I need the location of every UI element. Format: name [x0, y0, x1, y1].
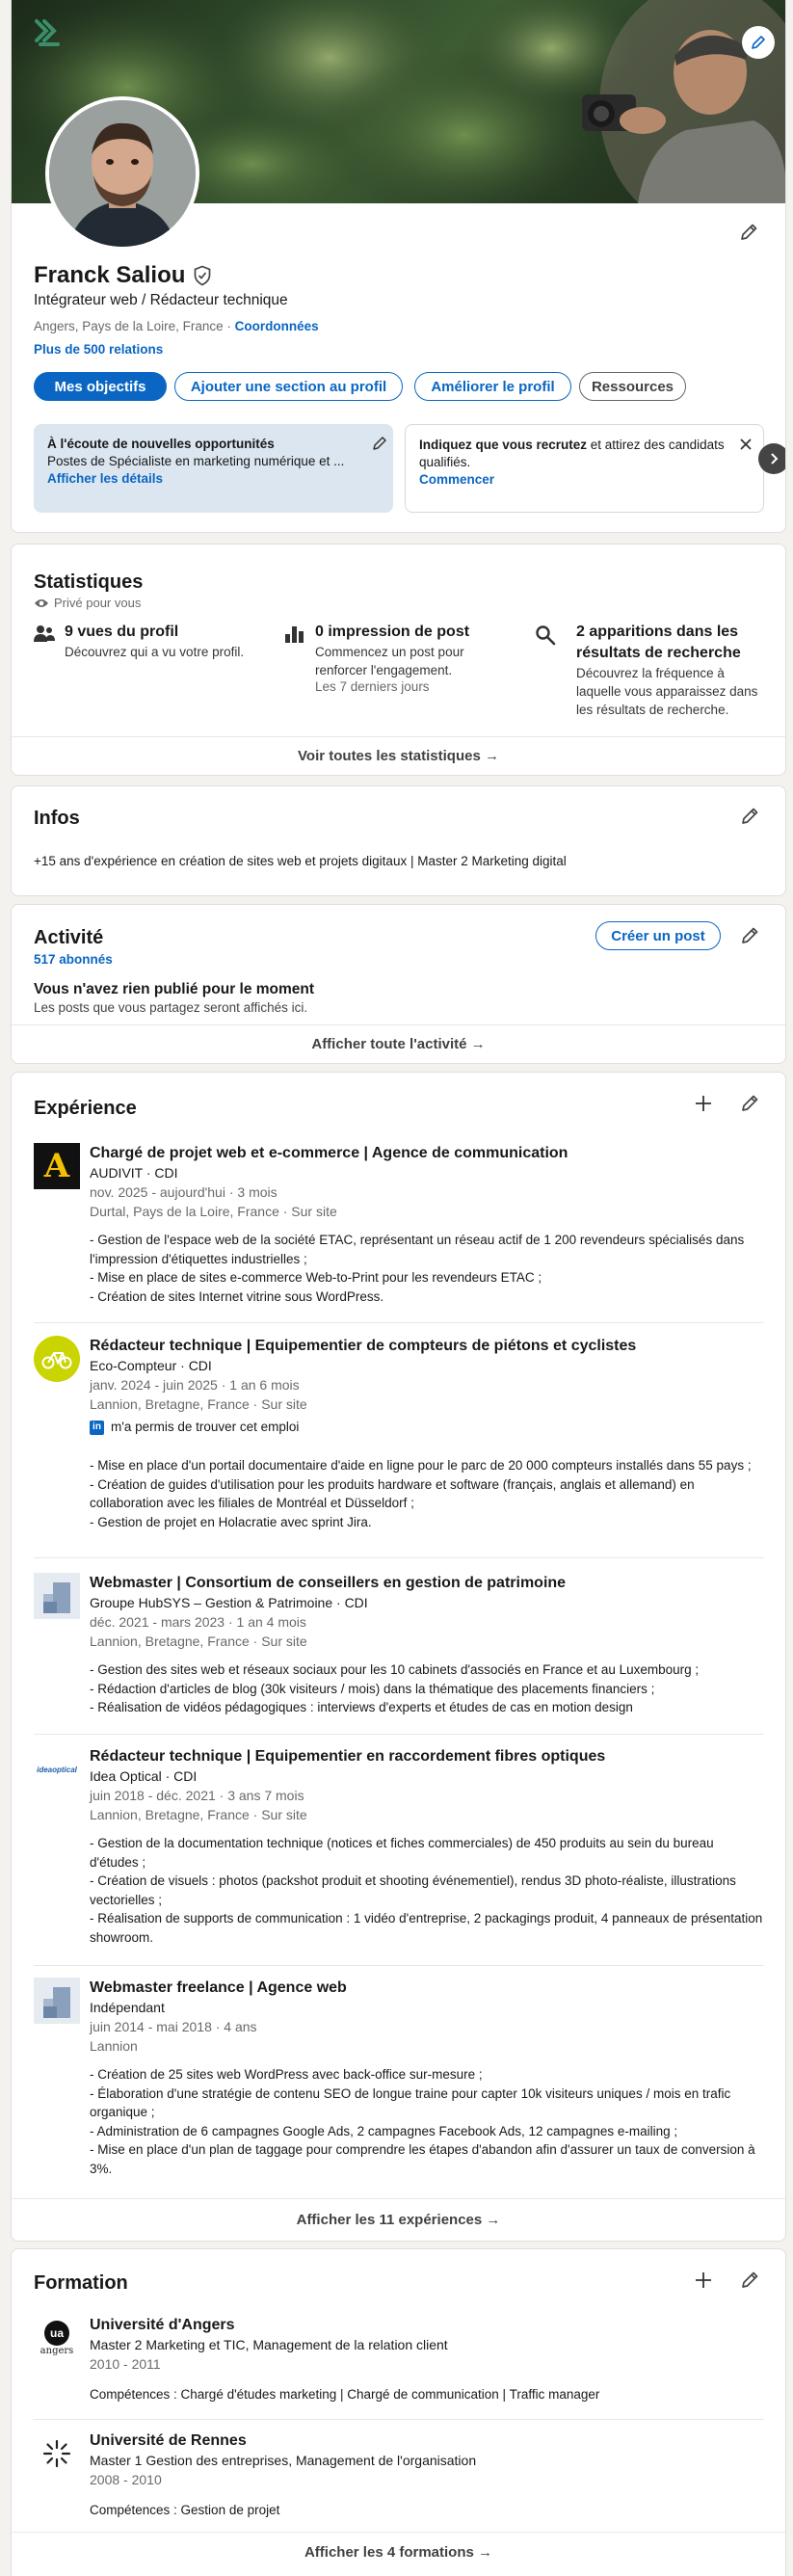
- experience-description: - Création de 25 sites web WordPress avec back-office sur-mesure ; - Élaboration d'une stratégie de contenu SEO de longue traine pour capter 10k visiteurs uniques / mois en trafic organique ; - Administration de 6 campagnes Google Ads, 2 campagnes Facebook Ads, 12 campagnes e-mailing ; - Mise en place d'un plan de taggage pour comprendre les étapes d'abandon afin d'assurer un taux de conversion à 3%.: [90, 2067, 755, 2176]
- search-icon: [535, 624, 556, 646]
- divider: [34, 2419, 764, 2420]
- name-row: [34, 262, 212, 289]
- open-to-work-title: À l'écoute de nouvelles opportunités: [47, 437, 275, 451]
- education-title: Formation: [34, 2272, 128, 2294]
- open-to-work-text: Postes de Spécialiste en marketing numérique et ...: [47, 454, 345, 468]
- carousel-next-button[interactable]: [758, 443, 786, 474]
- recruiting-card[interactable]: [405, 424, 764, 513]
- experience-place: Lannion, Bretagne, France · Sur site: [90, 1396, 307, 1412]
- eye-icon: [34, 598, 49, 609]
- add-profile-section-button[interactable]: Ajouter une section au profil: [174, 372, 403, 401]
- my-goals-button[interactable]: Mes objectifs: [34, 372, 167, 401]
- education-school[interactable]: Université d'Angers: [90, 2317, 235, 2333]
- univ-angers-logo[interactable]: [34, 2315, 80, 2361]
- about-title: Infos: [34, 808, 80, 829]
- about-text: +15 ans d'expérience en création de sites web et projets digitaux | Master 2 Marketing digital: [34, 854, 567, 868]
- followers-link[interactable]: 517 abonnés: [34, 952, 113, 967]
- plus-icon: [694, 2271, 713, 2290]
- education-dates: 2008 - 2010: [90, 2472, 162, 2487]
- experience-dates: nov. 2025 - aujourd'hui · 3 mois: [90, 1184, 278, 1200]
- stat-title: 9 vues du profil: [65, 624, 179, 640]
- profile-location: Angers, Pays de la Loire, France: [34, 319, 224, 333]
- univ-rennes-logo[interactable]: [34, 2430, 80, 2477]
- brand-logo-icon: [31, 17, 66, 52]
- show-all-activity-link[interactable]: Afficher toute l'activité →: [12, 1024, 785, 1063]
- bike-icon: [41, 1348, 72, 1369]
- pencil-icon: [740, 807, 759, 826]
- experience-title[interactable]: Rédacteur technique | Equipementier en raccordement fibres optiques: [90, 1748, 606, 1765]
- private-label: Privé pour vous: [54, 596, 142, 610]
- verified-shield-icon[interactable]: [193, 265, 212, 286]
- divider: [34, 1557, 764, 1558]
- experience-dates: juin 2018 - déc. 2021 · 3 ans 7 mois: [90, 1788, 304, 1803]
- stat-profile-views[interactable]: [34, 622, 275, 661]
- show-details-link[interactable]: Afficher les détails: [47, 471, 164, 486]
- stat-sub: Découvrez qui a vu votre profil.: [65, 645, 245, 659]
- stat-post-impressions[interactable]: [284, 622, 515, 694]
- edit-about-button[interactable]: [735, 802, 764, 831]
- statistics-title: Statistiques: [34, 571, 144, 593]
- divider: [34, 1322, 764, 1323]
- stat-title: 2 apparitions dans les résultats de recherche: [576, 624, 741, 661]
- education-card: [11, 2248, 786, 2576]
- education-skills: Compétences : Chargé d'études marketing | Chargé de communication | Traffic manager: [90, 2387, 600, 2402]
- avatar[interactable]: [45, 96, 199, 251]
- recruiting-bold: Indiquez que vous recrutez: [419, 438, 588, 452]
- statistics-card: [11, 544, 786, 776]
- pencil-icon: [739, 223, 758, 242]
- location-row: [34, 319, 319, 333]
- idea-optical-logo[interactable]: [34, 1746, 80, 1793]
- idea-optical-wordmark: ideaoptical: [37, 1765, 77, 1774]
- divider: [34, 1965, 764, 1966]
- experience-company: Indépendant: [90, 2000, 165, 2015]
- activity-empty-title: Vous n'avez rien publié pour le moment: [34, 981, 315, 997]
- experience-company: Idea Optical · CDI: [90, 1768, 198, 1784]
- company-placeholder-icon: [34, 1978, 80, 2024]
- chevron-right-icon: [767, 452, 780, 465]
- edit-experience-button[interactable]: [735, 1089, 764, 1118]
- create-post-button[interactable]: Créer un post: [595, 921, 721, 950]
- rennes-star-icon: [42, 2439, 71, 2468]
- experience-description: - Gestion de l'espace web de la société ETAC, représentant un réseau actif de 1 200 revendeurs spécialisés dans l'impression d'étiquettes industrielles ; - Mise en place de sites e-commerce Web-to-Print pour les revendeurs ETAC ; - Création de sites Internet vitrine sous WordPress.: [90, 1233, 745, 1304]
- start-recruiting-link[interactable]: Commencer: [419, 472, 495, 487]
- show-all-experiences-link[interactable]: Afficher les 11 expériences →: [12, 2198, 785, 2241]
- experience-title[interactable]: Rédacteur technique | Equipementier de compteurs de piétons et cyclistes: [90, 1338, 637, 1354]
- experience-title[interactable]: Chargé de projet web et e-commerce | Agence de communication: [90, 1145, 568, 1161]
- pencil-icon: [740, 2271, 759, 2290]
- experience-card: [11, 1072, 786, 2242]
- contact-info-link[interactable]: Coordonnées: [234, 319, 319, 333]
- hubsys-logo[interactable]: [34, 1573, 80, 1619]
- stat-sub: Commencez un post pour renforcer l'engagement.: [315, 645, 464, 677]
- private-row: [34, 596, 141, 610]
- freelance-logo[interactable]: [34, 1978, 80, 2024]
- plus-icon: [694, 1094, 713, 1113]
- experience-title: Expérience: [34, 1098, 137, 1119]
- show-all-education-link[interactable]: Afficher les 4 formations →: [12, 2532, 785, 2572]
- experience-title[interactable]: Webmaster freelance | Agence web: [90, 1979, 347, 1996]
- divider: [34, 1734, 764, 1735]
- pencil-icon: [740, 926, 759, 945]
- edit-banner-button[interactable]: [742, 26, 775, 59]
- bar-chart-icon: [284, 624, 305, 644]
- education-degree: Master 2 Marketing et TIC, Management de la relation client: [90, 2337, 448, 2352]
- people-icon: [34, 624, 55, 644]
- experience-company: AUDIVIT · CDI: [90, 1165, 178, 1181]
- education-degree: Master 1 Gestion des entreprises, Management de l'organisation: [90, 2453, 477, 2468]
- avatar-photo: [49, 100, 196, 247]
- experience-description: - Mise en place d'un portail documentaire d'aide en ligne pour le parc de 20 000 compteurs installés dans 55 pays ; - Création de guides d'utilisation pour les produits hardware et software (français, anglais et allemand) en collaboration avec les filiales de Montréal et Düsseldorf ; - Gestion de projet en Holacratie avec sprint Jira.: [90, 1458, 752, 1529]
- experience-place: Lannion, Bretagne, France · Sur site: [90, 1633, 307, 1649]
- resources-button[interactable]: Ressources: [579, 372, 686, 401]
- edit-education-button[interactable]: [735, 2266, 764, 2295]
- experience-dates: juin 2014 - mai 2018 · 4 ans: [90, 2019, 257, 2034]
- linkedin-icon: in: [90, 1421, 104, 1435]
- profile-top-card: [11, 0, 786, 533]
- company-placeholder-icon: [34, 1573, 80, 1619]
- experience-place: Durtal, Pays de la Loire, France · Sur site: [90, 1204, 337, 1219]
- experience-description: - Gestion de la documentation technique (notices et fiches commerciales) de 450 produits au sein du bureau d'études ; - Création de visuels : photos (packshot produit et shooting événementiel), rendus 3D photo-réaliste, illustrations vectorielles ; - Réalisation de supports de communication : 1 vidéo d'entreprise, 2 packagings produit, 4 panneaux de présentation showroom.: [90, 1836, 763, 1945]
- edit-activity-button[interactable]: [735, 921, 764, 950]
- recruiting-rest: et attirez des candidats qualifiés.: [419, 438, 725, 469]
- ua-mark: ua: [44, 2321, 69, 2346]
- experience-dates: janv. 2024 - juin 2025 · 1 an 6 mois: [90, 1377, 300, 1393]
- stat-extra: Les 7 derniers jours: [315, 679, 430, 694]
- experience-place: Lannion, Bretagne, France · Sur site: [90, 1807, 307, 1822]
- experience-company: Groupe HubSYS – Gestion & Patrimoine · CDI: [90, 1595, 368, 1610]
- pencil-icon: [751, 35, 766, 50]
- profile-name: Franck Saliou: [34, 262, 186, 288]
- activity-empty-sub: Les posts que vous partagez seront affichés ici.: [34, 1000, 308, 1015]
- show-all-stats-link[interactable]: Voir toutes les statistiques →: [12, 736, 785, 775]
- recruiting-text: [419, 437, 732, 471]
- stat-title: 0 impression de post: [315, 624, 470, 640]
- experience-description: - Gestion des sites web et réseaux sociaux pour les 10 cabinets d'associés en France et au Luxembourg ; - Rédaction d'articles de blog (30k visiteurs / mois) dans la thématique des placements financiers ; - Réalisation de vidéos pédagogiques : interviews d'experts et études de cas en motion design: [90, 1662, 700, 1714]
- pencil-icon[interactable]: [372, 436, 387, 451]
- education-skills: Compétences : Gestion de projet: [90, 2503, 280, 2517]
- audivit-logo[interactable]: [34, 1143, 80, 1189]
- experience-title[interactable]: Webmaster | Consortium de conseillers en gestion de patrimoine: [90, 1575, 567, 1591]
- open-to-work-card[interactable]: [34, 424, 393, 513]
- logo-letter: A: [43, 1147, 70, 1185]
- add-experience-button[interactable]: [689, 1089, 718, 1118]
- experience-note: m'a permis de trouver cet emploi: [111, 1420, 300, 1434]
- stat-sub: Découvrez la fréquence à laquelle vous apparaissez dans les résultats de recherche.: [576, 666, 758, 717]
- experience-dates: déc. 2021 - mars 2023 · 1 an 4 mois: [90, 1614, 306, 1630]
- location-separator: ·: [223, 319, 235, 333]
- angers-wordmark: angers: [40, 2345, 74, 2356]
- add-education-button[interactable]: [689, 2266, 718, 2295]
- about-card: [11, 785, 786, 896]
- experience-note-row: [90, 1418, 764, 1437]
- edit-intro-button[interactable]: [734, 218, 763, 247]
- education-school[interactable]: Université de Rennes: [90, 2432, 247, 2449]
- profile-headline: Intégrateur web / Rédacteur technique: [34, 292, 288, 308]
- close-icon[interactable]: [738, 437, 753, 452]
- experience-company: Eco-Compteur · CDI: [90, 1358, 212, 1373]
- connections-link[interactable]: Plus de 500 relations: [34, 342, 164, 357]
- improve-profile-button[interactable]: Améliorer le profil: [414, 372, 571, 401]
- experience-place: Lannion: [90, 2038, 138, 2054]
- activity-card: [11, 904, 786, 1064]
- activity-title: Activité: [34, 927, 104, 948]
- pencil-icon: [740, 1094, 759, 1113]
- eco-compteur-logo[interactable]: [34, 1336, 80, 1382]
- stat-search-appearances[interactable]: [535, 622, 771, 719]
- education-dates: 2010 - 2011: [90, 2356, 161, 2372]
